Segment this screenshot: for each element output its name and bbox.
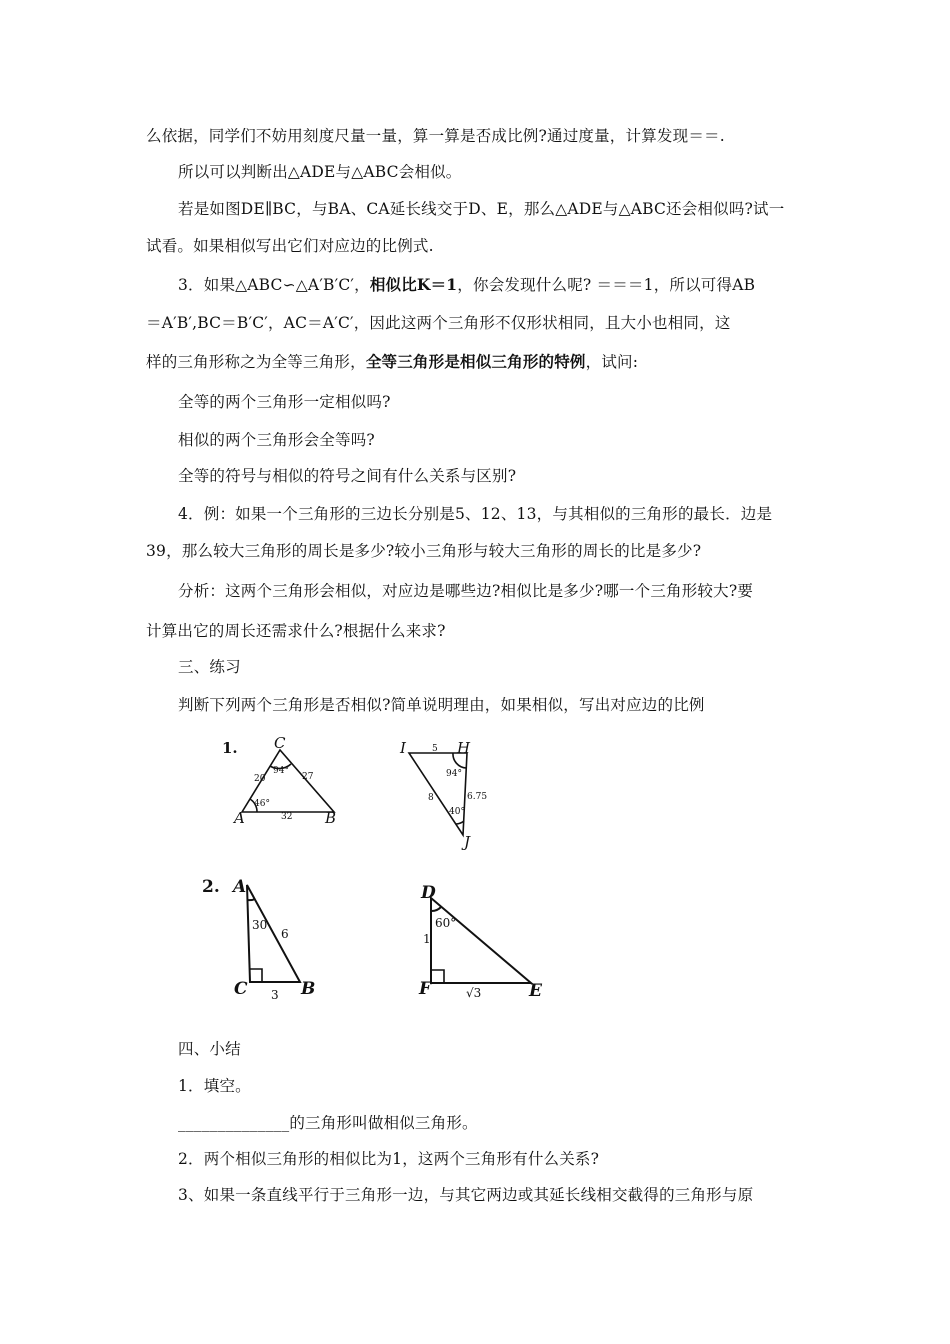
vertex-label: I — [400, 739, 406, 757]
angle-label: 30 — [252, 918, 268, 932]
question-line: 相似的两个三角形会全等吗? — [178, 431, 375, 449]
paragraph-line: 2．两个相似三角形的相似比为1，这两个三角形有什么关系? — [178, 1150, 600, 1168]
figure-number: 2. — [202, 877, 220, 897]
paragraph-line: 判断下列两个三角形是否相似?简单说明理由，如果相似，写出对应边的比例 — [178, 696, 705, 714]
vertex-label: A — [234, 809, 245, 827]
fill-blank: ______________ — [178, 1114, 290, 1132]
side-label: 6.75 — [467, 792, 488, 802]
question-line: 全等的两个三角形一定相似吗? — [178, 393, 391, 411]
side-label: 32 — [281, 812, 293, 822]
paragraph-line: 所以可以判断出△ADE与△ABC会相似。 — [178, 163, 462, 181]
angle-label: 46° — [254, 799, 270, 809]
figure-number: 1. — [222, 739, 238, 757]
paragraph-line: ＝A′B′,BC＝B′C′，AC＝A′C′，因此这两个三角形不仅形状相同，且大小也相同，这 — [146, 314, 731, 332]
triangle-dfe — [431, 898, 531, 983]
paragraph-line: 39，那么较大三角形的周长是多少?较小三角形与较大三角形的周长的比是多少? — [146, 542, 702, 560]
side-label: 20 — [254, 774, 266, 784]
vertex-label: E — [529, 981, 542, 1001]
question-line: 全等的符号与相似的符号之间有什么关系与区别? — [178, 467, 517, 485]
paragraph-line: 4．例：如果一个三角形的三边长分别是5、12、13，与其相似的三角形的最长．边是 — [178, 505, 773, 523]
side-label: 1 — [423, 932, 431, 946]
text-span: 的三角形叫做相似三角形。 — [289, 1114, 478, 1132]
paragraph-line: 1．填空。 — [178, 1077, 251, 1095]
paragraph-line: 计算出它的周长还需求什么?根据什么来求? — [146, 622, 446, 640]
paragraph-line: 若是如图DE∥BC，与BA、CA延长线交于D、E，那么△ADE与△ABC还会相似吗?试一 — [178, 200, 785, 218]
angle-a-arc — [247, 899, 255, 900]
angle-d-arc — [431, 907, 441, 911]
side-label: 5 — [432, 744, 438, 754]
paragraph-line: 么依据，同学们不妨用刻度尺量一量，算一算是否成比例?通过度量，计算发现＝＝. — [146, 127, 725, 145]
paragraph-line: 分析：这两个三角形会相似，对应边是哪些边?相似比是多少?哪一个三角形较大?要 — [178, 582, 754, 600]
right-angle-c — [250, 969, 262, 982]
figure-2 — [195, 870, 565, 1010]
side-label: 3 — [271, 988, 279, 1002]
text-span: 样的三角形称之为全等三角形， — [146, 353, 366, 371]
angle-label: 40° — [449, 807, 465, 817]
vertex-label: J — [464, 833, 471, 851]
paragraph-line — [178, 1112, 838, 1134]
paragraph-line — [178, 274, 806, 296]
paragraph-line: 试看。如果相似写出它们对应边的比例式. — [146, 237, 434, 255]
paragraph-line — [146, 351, 806, 373]
angle-label: 94° — [446, 769, 462, 779]
side-label: √3 — [466, 986, 482, 1000]
side-label: 27 — [302, 772, 314, 782]
vertex-label: B — [301, 979, 316, 999]
section-heading: 四、小结 — [178, 1040, 241, 1058]
angle-label: 60° — [435, 916, 457, 930]
vertex-label: H — [457, 739, 471, 757]
side-label: 6 — [281, 927, 289, 941]
right-angle-f — [431, 970, 444, 983]
vertex-label: C — [234, 979, 248, 999]
angle-label: 94° — [273, 766, 289, 776]
text-span: ，试问: — [585, 353, 639, 371]
vertex-label: F — [419, 979, 432, 999]
text-span: ，你会发现什么呢? ＝＝＝1，所以可得AB — [457, 276, 756, 294]
text-span: 3．如果△ABC∽△A′B′C′， — [178, 276, 370, 294]
vertex-label: C — [274, 734, 286, 752]
section-heading: 三、练习 — [178, 658, 241, 676]
paragraph-line: 3、如果一条直线平行于三角形一边，与其它两边或其延长线相交截得的三角形与原 — [178, 1186, 754, 1204]
vertex-label: A — [233, 877, 247, 897]
vertex-label: B — [325, 809, 337, 827]
bold-text: 全等三角形是相似三角形的特例 — [365, 352, 586, 371]
figure-1 — [210, 735, 500, 855]
side-label: 8 — [428, 793, 434, 803]
bold-text: 相似比K＝1 — [369, 275, 458, 294]
vertex-label: D — [421, 883, 436, 903]
